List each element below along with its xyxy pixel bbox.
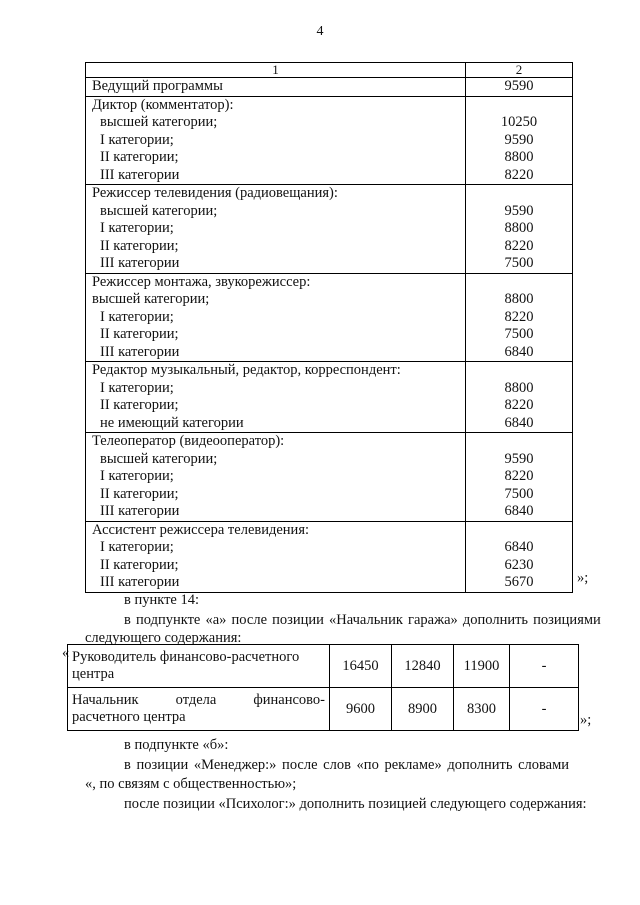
table-row	[86, 238, 573, 256]
salary-value: 6840	[466, 415, 573, 433]
paragraph-subitem-a-line2: следующего содержания:	[85, 630, 242, 646]
salary-table	[85, 62, 573, 593]
table-row	[86, 220, 573, 238]
table-row	[86, 149, 573, 167]
opening-quote: «	[62, 645, 70, 661]
category-label: III категории	[86, 503, 466, 521]
salary-value: 7500	[466, 326, 573, 344]
table-row	[68, 645, 579, 688]
category-label: высшей категории;	[86, 203, 466, 221]
salary-value: 8220	[466, 167, 573, 185]
paragraph-manager-line2: «, по связям с общественностью»;	[85, 776, 297, 792]
salary-value: 5670	[466, 574, 573, 592]
table-row	[86, 451, 573, 469]
category-label: III категории	[86, 344, 466, 362]
salary-value: 7500	[466, 486, 573, 504]
value-1: 16450	[330, 645, 392, 688]
salary-value: 8800	[466, 291, 573, 309]
table-row	[86, 397, 573, 415]
category-label: III категории	[86, 167, 466, 185]
salary-value: 9590	[466, 132, 573, 150]
closing-quote: »;	[577, 570, 589, 586]
salary-value: 6230	[466, 557, 573, 575]
paragraph-psychologist: после позиции «Психолог:» дополнить позицией следующего содержания:	[124, 796, 587, 812]
salary-value: 7500	[466, 255, 573, 273]
position-name	[68, 645, 330, 688]
table-row	[86, 132, 573, 150]
table-row	[86, 326, 573, 344]
category-label: II категории;	[86, 557, 466, 575]
category-label: II категории;	[86, 326, 466, 344]
value-4: -	[510, 645, 579, 688]
group-title-row	[86, 521, 573, 539]
position-title: Режиссер монтажа, звукорежиссер:	[86, 273, 466, 291]
table-row	[86, 309, 573, 327]
category-label: Ведущий программы	[86, 78, 466, 97]
column-header-2: 2	[466, 63, 573, 78]
salary-value	[466, 96, 573, 114]
salary-value: 8220	[466, 309, 573, 327]
value-3: 8300	[454, 688, 510, 731]
position-name-line1: Начальник отдела финансово-	[72, 692, 325, 708]
table-row	[86, 486, 573, 504]
table-row	[86, 167, 573, 185]
salary-value: 10250	[466, 114, 573, 132]
category-label: III категории	[86, 255, 466, 273]
group-title-row	[86, 433, 573, 451]
table-row	[86, 539, 573, 557]
category-label: высшей категории;	[86, 291, 466, 309]
category-label: III категории	[86, 574, 466, 592]
salary-value: 6840	[466, 503, 573, 521]
group-title-row	[86, 362, 573, 380]
salary-value	[466, 362, 573, 380]
value-3: 11900	[454, 645, 510, 688]
salary-value	[466, 433, 573, 451]
position-name-line1: Руководитель финансово-расчетного	[72, 649, 300, 665]
group-title-row	[86, 96, 573, 114]
category-label: I категории;	[86, 309, 466, 327]
salary-value	[466, 185, 573, 203]
salary-value	[466, 273, 573, 291]
table-row	[86, 203, 573, 221]
table-row	[86, 468, 573, 486]
table-row	[86, 557, 573, 575]
category-label: не имеющий категории	[86, 415, 466, 433]
salary-value: 9590	[466, 203, 573, 221]
table-row	[86, 114, 573, 132]
paragraph-subitem-b: в подпункте «б»:	[124, 737, 229, 753]
position-name-line2: центра	[72, 666, 115, 682]
salary-value: 8800	[466, 149, 573, 167]
category-label: I категории;	[86, 380, 466, 398]
category-label: высшей категории;	[86, 114, 466, 132]
position-title: Телеоператор (видеооператор):	[86, 433, 466, 451]
closing-quote: »;	[580, 712, 592, 728]
paragraph-subitem-a-line1: в подпункте «а» после позиции «Начальник гаража» дополнить позициями	[124, 612, 601, 628]
salary-value: 8220	[466, 238, 573, 256]
salary-value: 9590	[466, 451, 573, 469]
position-title: Ассистент режиссера телевидения:	[86, 521, 466, 539]
position-title: Режиссер телевидения (радиовещания):	[86, 185, 466, 203]
table-row	[86, 415, 573, 433]
value-4: -	[510, 688, 579, 731]
group-title-row	[86, 273, 573, 291]
category-label: I категории;	[86, 539, 466, 557]
salary-value	[466, 521, 573, 539]
position-name	[68, 688, 330, 731]
category-label: II категории;	[86, 397, 466, 415]
table-row	[86, 380, 573, 398]
salary-value: 8800	[466, 380, 573, 398]
position-title: Редактор музыкальный, редактор, корреспондент:	[86, 362, 466, 380]
table-row	[86, 574, 573, 592]
position-title: Диктор (комментатор):	[86, 96, 466, 114]
value-2: 8900	[392, 688, 454, 731]
page-number: 4	[316, 24, 324, 39]
salary-value: 8220	[466, 468, 573, 486]
table-row	[86, 255, 573, 273]
table-row	[86, 503, 573, 521]
category-label: I категории;	[86, 220, 466, 238]
column-header-1: 1	[86, 63, 466, 78]
salary-value: 6840	[466, 344, 573, 362]
salary-value: 9590	[466, 78, 573, 97]
table-header-row	[86, 63, 573, 78]
table-row	[68, 688, 579, 731]
value-2: 12840	[392, 645, 454, 688]
category-label: II категории;	[86, 149, 466, 167]
table-row	[86, 291, 573, 309]
category-label: II категории;	[86, 486, 466, 504]
category-label: II категории;	[86, 238, 466, 256]
category-label: I категории;	[86, 132, 466, 150]
salary-value: 8220	[466, 397, 573, 415]
salary-value: 8800	[466, 220, 573, 238]
position-name-line2: расчетного центра	[72, 709, 186, 725]
category-label: I категории;	[86, 468, 466, 486]
table-row	[86, 78, 573, 97]
salary-value: 6840	[466, 539, 573, 557]
paragraph-manager-line1: в позиции «Менеджер:» после слов «по рекламе» дополнить словами	[124, 757, 570, 773]
value-1: 9600	[330, 688, 392, 731]
positions-table	[67, 644, 579, 731]
paragraph-item-14: в пункте 14:	[124, 592, 200, 608]
table-row	[86, 344, 573, 362]
category-label: высшей категории;	[86, 451, 466, 469]
group-title-row	[86, 185, 573, 203]
